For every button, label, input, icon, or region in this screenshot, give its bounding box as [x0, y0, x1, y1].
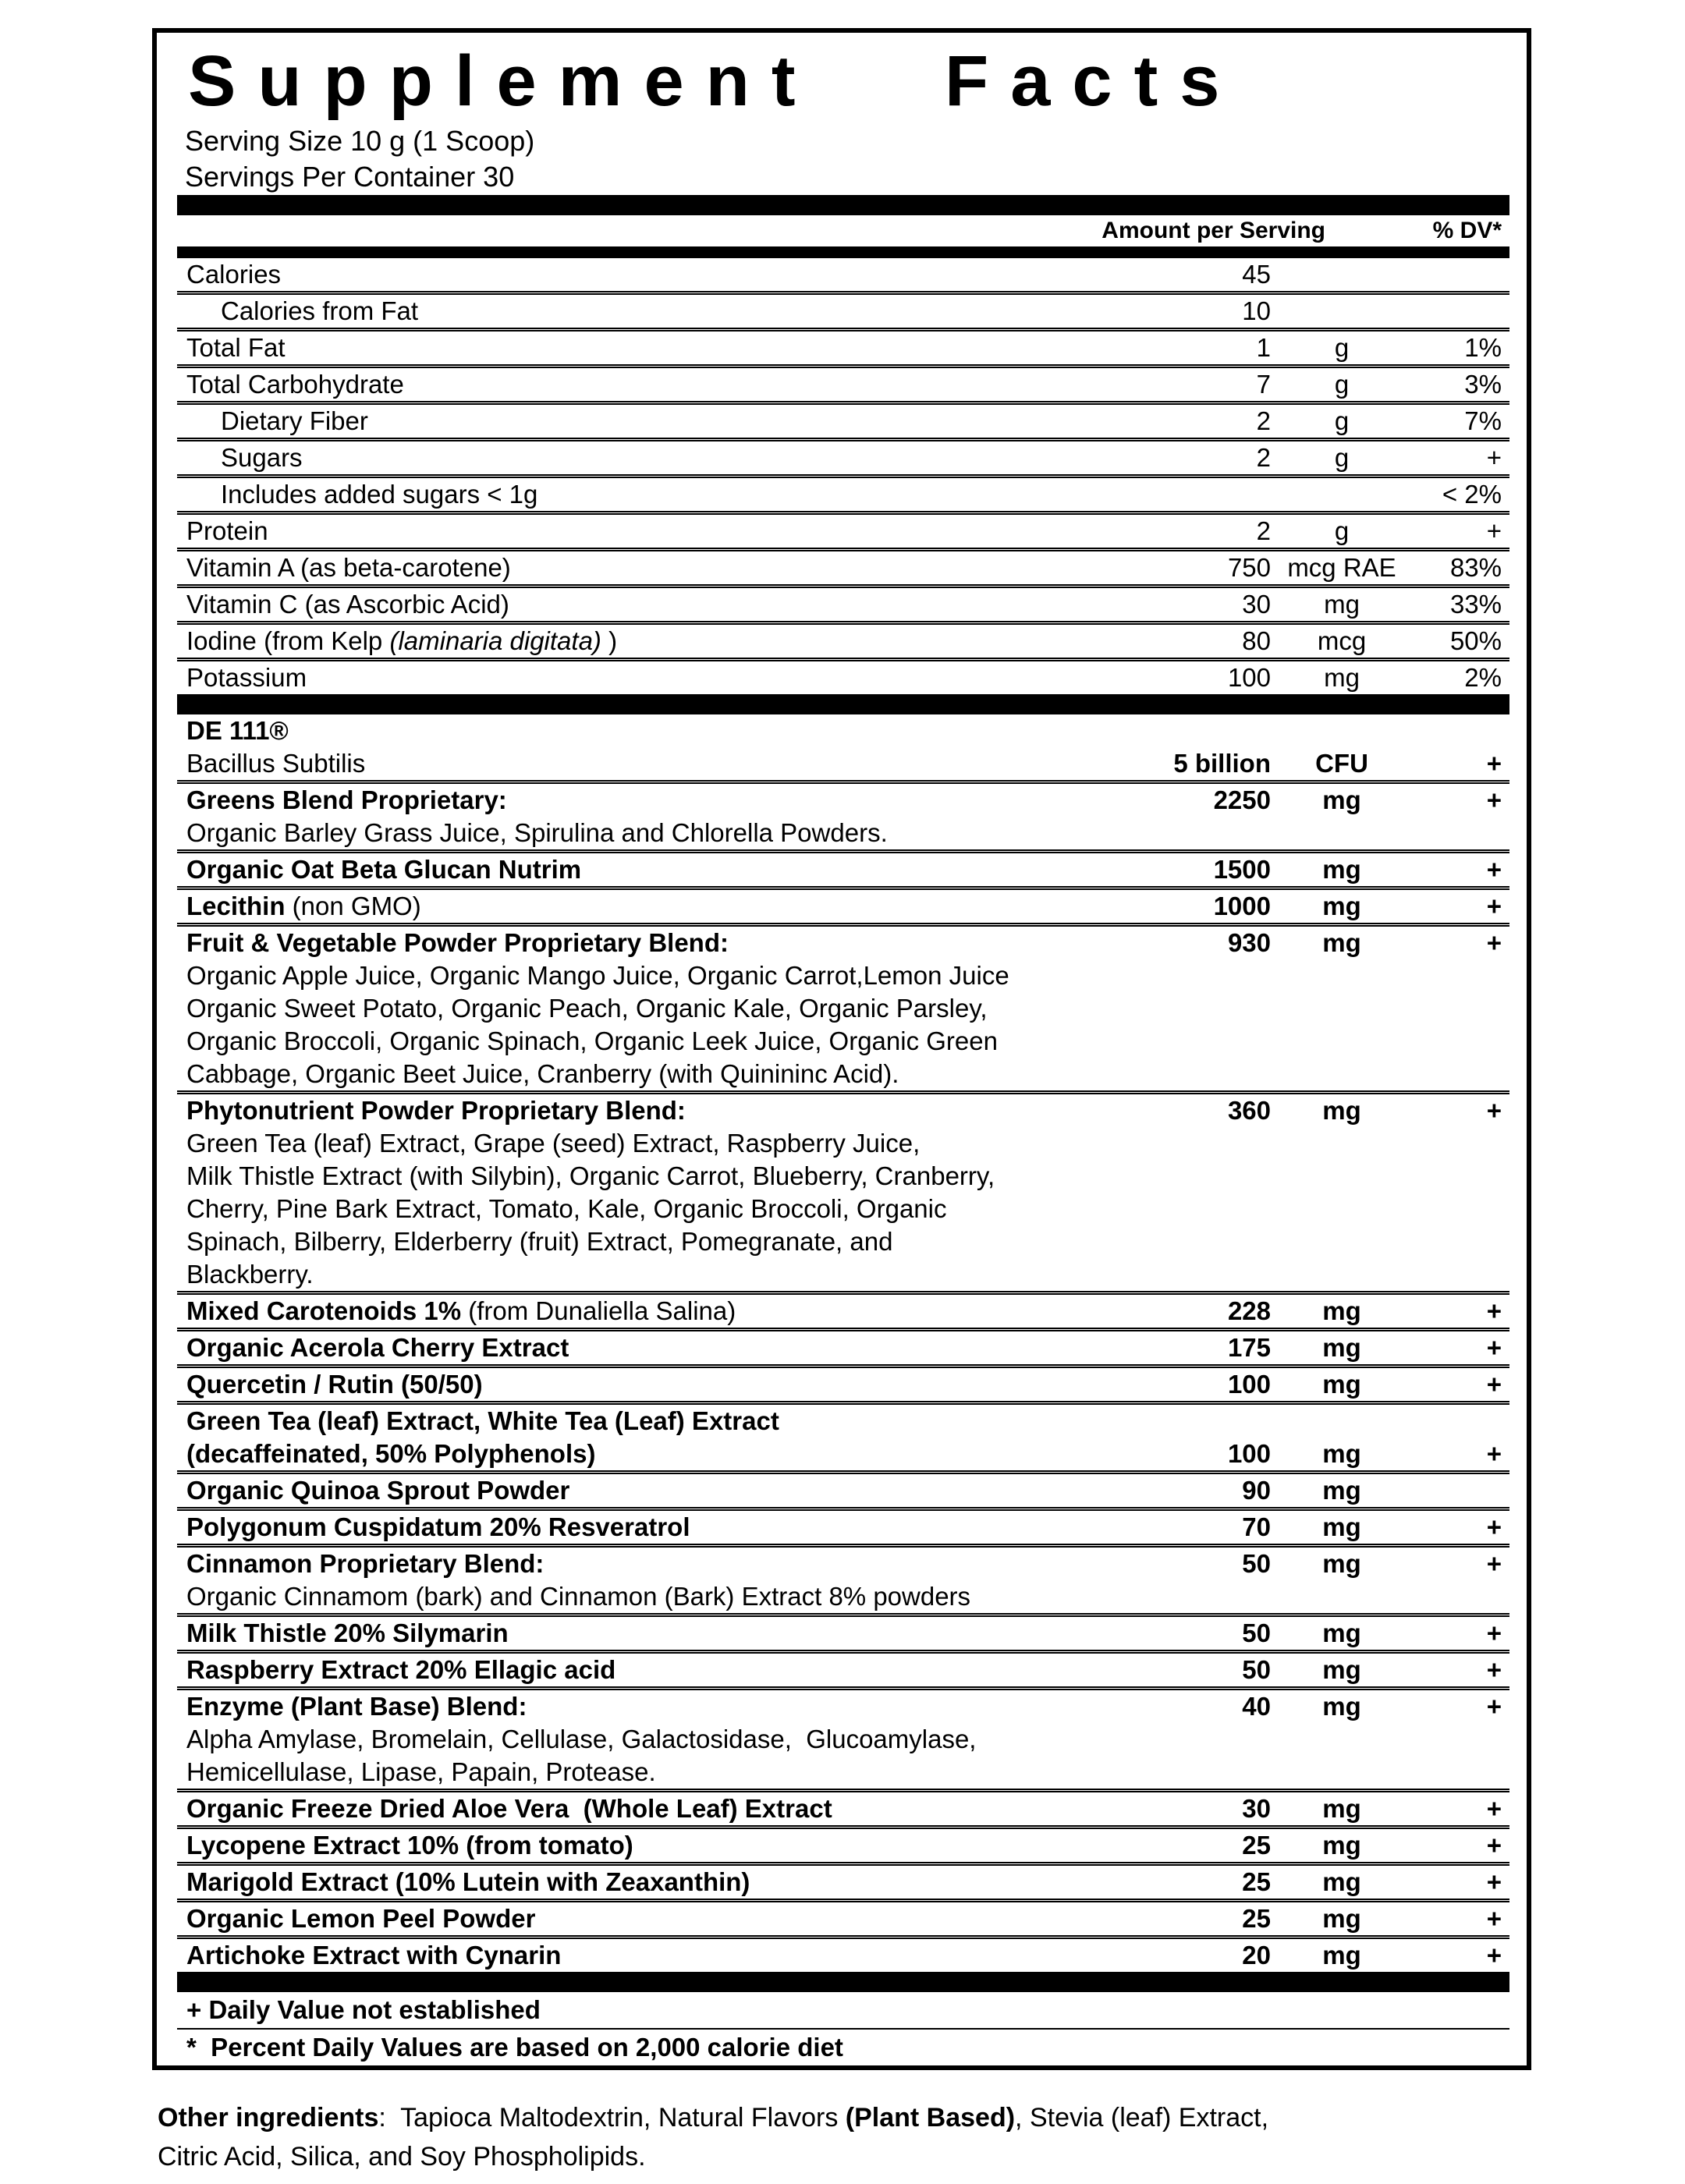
nutrient-name — [177, 441, 1151, 474]
other-ingredients-text-b: , Stevia (leaf) Extract, — [1015, 2103, 1269, 2133]
nutrient-name — [177, 1368, 1151, 1401]
nutrient-amount: 360 — [1227, 1096, 1271, 1125]
nutrient-unit: mg — [1322, 785, 1361, 814]
nutrient-unit: g — [1334, 333, 1350, 362]
nutrient-row — [177, 368, 1509, 405]
nutrient-row — [177, 405, 1509, 441]
nutrient-name-part: Vitamin C (as Ascorbic Acid) — [186, 590, 509, 619]
nutrient-name — [177, 1474, 1151, 1507]
nutrient-amount: 750 — [1227, 553, 1271, 582]
nutrient-unit: mg — [1322, 1941, 1361, 1970]
nutrient-unit: mg — [1324, 663, 1360, 692]
nutrient-row — [177, 853, 1509, 890]
nutrient-name-part: Polygonum Cuspidatum 20% Resveratrol — [186, 1512, 690, 1541]
nutrient-name-part: Organic Quinoa Sprout Powder — [186, 1476, 570, 1505]
nutrient-row — [177, 1295, 1509, 1331]
nutrient-name-part: (from Dunaliella Salina) — [461, 1296, 736, 1325]
nutrient-row — [177, 784, 1509, 817]
other-ingredients-line2: Citric Acid, Silica, and Soy Phospholipids. — [158, 2142, 646, 2172]
ingredient-description: Organic Apple Juice, Organic Mango Juice, Organic Carrot,Lemon Juice — [186, 961, 1009, 990]
nutrient-amount: 1500 — [1213, 855, 1271, 884]
serving-size-text: Serving Size 10 g (1 Scoop) — [185, 125, 535, 157]
nutrient-name — [177, 1331, 1151, 1364]
nutrient-name-part: Dietary Fiber — [221, 406, 368, 435]
nutrient-name-part: Organic Lemon Peel Powder — [186, 1904, 536, 1933]
nutrient-unit: mg — [1322, 1439, 1361, 1468]
nutrient-amount: 7 — [1256, 370, 1271, 399]
nutrient-name — [177, 1617, 1151, 1650]
nutrient-dv: + — [1486, 1941, 1502, 1970]
nutrient-unit: mg — [1322, 1549, 1361, 1578]
ingredient-description: Blackberry. — [177, 1258, 1509, 1295]
nutrient-name — [177, 478, 1151, 511]
other-ingredients-line1 — [158, 2098, 1562, 2137]
ingredient-description: Organic Broccoli, Organic Spinach, Organic Leek Juice, Organic Green — [186, 1026, 998, 1055]
footnote-percent-dv: * Percent Daily Values are based on 2,000 calorie diet — [186, 2033, 843, 2062]
other-ingredients — [158, 2098, 1562, 2176]
nutrient-amount: 100 — [1227, 1370, 1271, 1399]
nutrient-unit: mg — [1322, 1370, 1361, 1399]
nutrient-name-part: DE 111® — [186, 716, 289, 745]
column-header-row — [177, 215, 1509, 246]
nutrient-row — [177, 890, 1509, 927]
nutrient-amount: 80 — [1242, 626, 1271, 655]
nutrient-name — [177, 332, 1151, 364]
nutrient-name-part: Total Carbohydrate — [186, 370, 404, 399]
nutrient-name — [177, 551, 1151, 584]
nutrient-dv: + — [1486, 443, 1502, 472]
nutrient-row — [177, 478, 1509, 515]
nutrient-unit: mg — [1322, 1692, 1361, 1721]
nutrient-unit: g — [1334, 406, 1350, 435]
nutrient-name — [177, 1511, 1151, 1544]
ingredient-description: Organic Barley Grass Juice, Spirulina and Chlorella Powders. — [177, 817, 1509, 853]
header-divider-bar — [177, 246, 1509, 258]
nutrient-amount: 100 — [1227, 1439, 1271, 1468]
nutrient-amount: 40 — [1242, 1692, 1271, 1721]
nutrient-row — [177, 1792, 1509, 1829]
nutrient-amount: 2250 — [1213, 785, 1271, 814]
nutrient-name — [177, 714, 1151, 747]
nutrient-name-part: Enzyme (Plant Base) Blend: — [186, 1692, 527, 1721]
nutrient-unit: mg — [1322, 1867, 1361, 1896]
nutrient-dv: + — [1486, 855, 1502, 884]
nutrient-name — [177, 1690, 1151, 1723]
nutrient-dv: + — [1486, 928, 1502, 957]
nutrient-name — [177, 588, 1151, 621]
nutrient-name-part: Calories from Fat — [221, 296, 419, 325]
nutrient-name-part: Cinnamon Proprietary Blend: — [186, 1549, 545, 1578]
nutrient-rows — [177, 258, 1509, 1992]
nutrient-dv: + — [1486, 1794, 1502, 1823]
nutrient-dv: + — [1486, 1512, 1502, 1541]
nutrient-name-part: Mixed Carotenoids 1% — [186, 1296, 462, 1325]
nutrient-name-part: Green Tea (leaf) Extract, White Tea (Leaf) Extract — [186, 1406, 779, 1435]
ingredient-description: Cabbage, Organic Beet Juice, Cranberry (with Quinininc Acid). — [177, 1058, 1509, 1094]
other-ingredients-bold-part: (Plant Based) — [845, 2103, 1016, 2133]
ingredient-description: Milk Thistle Extract (with Silybin), Organic Carrot, Blueberry, Cranberry, — [186, 1161, 995, 1190]
nutrient-name — [177, 1654, 1151, 1686]
nutrient-name-part: Marigold Extract (10% Lutein with Zeaxanthin) — [186, 1867, 750, 1896]
ingredient-description: Alpha Amylase, Bromelain, Cellulase, Galactosidase, Glucoamylase, — [186, 1725, 977, 1753]
nutrient-dv: 2% — [1464, 663, 1502, 692]
nutrient-name — [177, 1792, 1151, 1825]
nutrient-row — [177, 551, 1509, 588]
nutrient-name — [177, 258, 1151, 291]
top-divider-bar — [177, 195, 1509, 215]
nutrient-row — [177, 1617, 1509, 1654]
nutrient-unit: mg — [1322, 892, 1361, 920]
nutrient-dv: < 2% — [1442, 480, 1502, 509]
nutrient-name — [177, 295, 1151, 328]
nutrient-amount: 930 — [1227, 928, 1271, 957]
nutrient-unit: mg — [1322, 1333, 1361, 1362]
nutrient-name-part: (laminaria digitata) — [389, 626, 601, 655]
nutrient-row — [177, 1548, 1509, 1580]
nutrient-name — [177, 625, 1151, 658]
nutrient-amount: 2 — [1256, 406, 1271, 435]
nutrient-amount: 50 — [1242, 1655, 1271, 1684]
nutrient-name-part: Raspberry Extract 20% Ellagic acid — [186, 1655, 616, 1684]
nutrient-unit: mg — [1322, 1096, 1361, 1125]
nutrient-name-part: Bacillus Subtilis — [186, 749, 366, 778]
nutrient-amount: 50 — [1242, 1549, 1271, 1578]
footnote-daily-value: + Daily Value not established — [177, 1992, 1509, 2030]
ingredient-description: Organic Sweet Potato, Organic Peach, Organic Kale, Organic Parsley, — [186, 994, 988, 1023]
nutrient-dv: + — [1486, 1370, 1502, 1399]
nutrient-dv: + — [1486, 1618, 1502, 1647]
nutrient-dv: + — [1486, 516, 1502, 545]
nutrient-name-part: Artichoke Extract with Cynarin — [186, 1941, 562, 1970]
nutrient-dv: 50% — [1449, 626, 1502, 655]
nutrient-name — [177, 1094, 1151, 1127]
nutrient-name-part: Includes added sugars < 1g — [221, 480, 538, 509]
nutrient-amount: 50 — [1242, 1618, 1271, 1647]
nutrient-dv: + — [1486, 1549, 1502, 1578]
other-ingredients-text-a: : Tapioca Maltodextrin, Natural Flavors — [378, 2103, 846, 2133]
nutrient-amount: 2 — [1256, 516, 1271, 545]
nutrient-amount: 5 billion — [1173, 749, 1271, 778]
nutrient-name — [177, 747, 1151, 780]
nutrient-amount: 228 — [1227, 1296, 1271, 1325]
nutrient-dv: 3% — [1464, 370, 1502, 399]
ingredient-description: Green Tea (leaf) Extract, Grape (seed) Extract, Raspberry Juice, — [186, 1129, 921, 1158]
nutrient-unit: mg — [1322, 928, 1361, 957]
nutrient-unit: mg — [1322, 855, 1361, 884]
nutrient-name — [177, 515, 1151, 548]
nutrient-row — [177, 1368, 1509, 1405]
nutrient-amount: 2 — [1256, 443, 1271, 472]
nutrient-amount: 25 — [1242, 1867, 1271, 1896]
nutrient-name-part: ) — [601, 626, 618, 655]
nutrient-name — [177, 405, 1151, 438]
nutrient-dv: + — [1486, 1867, 1502, 1896]
nutrient-unit: mg — [1322, 1831, 1361, 1860]
nutrient-row — [177, 1094, 1509, 1127]
nutrient-dv: 33% — [1449, 590, 1502, 619]
nutrient-name — [177, 784, 1151, 817]
nutrient-name-part: Milk Thistle 20% Silymarin — [186, 1618, 509, 1647]
nutrient-unit: mg — [1322, 1296, 1361, 1325]
nutrient-row — [177, 927, 1509, 959]
nutrient-name — [177, 1548, 1151, 1580]
nutrient-dv: + — [1486, 1096, 1502, 1125]
nutrient-name — [177, 1438, 1151, 1470]
nutrient-row — [177, 625, 1509, 661]
supplement-facts-label — [152, 28, 1531, 2070]
ingredient-description: Spinach, Bilberry, Elderberry (fruit) Extract, Pomegranate, and — [186, 1227, 893, 1256]
nutrient-dv: + — [1486, 1831, 1502, 1860]
nutrient-row — [177, 1866, 1509, 1902]
nutrient-name-part: Organic Acerola Cherry Extract — [186, 1333, 569, 1362]
nutrient-amount: 175 — [1227, 1333, 1271, 1362]
nutrient-unit: g — [1334, 443, 1350, 472]
nutrient-dv: + — [1486, 749, 1502, 778]
nutrient-unit: CFU — [1315, 749, 1368, 778]
nutrient-row — [177, 1474, 1509, 1511]
nutrient-row — [177, 747, 1509, 784]
nutrient-unit: mg — [1322, 1794, 1361, 1823]
nutrient-amount: 45 — [1242, 260, 1271, 289]
nutrient-dv: + — [1486, 892, 1502, 920]
nutrient-name — [177, 890, 1151, 923]
nutrient-amount: 1 — [1256, 333, 1271, 362]
nutrient-unit: mcg RAE — [1287, 553, 1396, 582]
nutrient-name-part: Lycopene Extract 10% (from tomato) — [186, 1831, 633, 1860]
nutrient-row — [177, 1829, 1509, 1866]
nutrient-unit: g — [1334, 370, 1350, 399]
nutrient-unit: mg — [1322, 1618, 1361, 1647]
nutrient-unit: mg — [1324, 590, 1360, 619]
nutrient-dv: 7% — [1464, 406, 1502, 435]
percent-dv-header: % DV* — [1432, 218, 1502, 243]
nutrient-row — [177, 714, 1509, 747]
nutrient-name-part: Protein — [186, 516, 268, 545]
nutrient-amount: 25 — [1242, 1831, 1271, 1860]
nutrient-name — [177, 661, 1151, 694]
nutrient-unit: mg — [1322, 1512, 1361, 1541]
nutrient-name-part: Lecithin — [186, 892, 286, 920]
nutrient-name-part: Greens Blend Proprietary: — [186, 785, 507, 814]
nutrient-name-part: Fruit & Vegetable Powder Proprietary Blend: — [186, 928, 729, 957]
nutrient-name-part: Vitamin A (as beta-carotene) — [186, 553, 511, 582]
nutrient-name-part: Phytonutrient Powder Proprietary Blend: — [186, 1096, 686, 1125]
nutrient-row — [177, 588, 1509, 625]
ingredient-description: Organic Cinnamom (bark) and Cinnamon (Bark) Extract 8% powders — [177, 1580, 1509, 1617]
nutrient-name — [177, 1829, 1151, 1862]
nutrient-row — [177, 1331, 1509, 1368]
nutrient-amount: 25 — [1242, 1904, 1271, 1933]
nutrient-name-part: Iodine (from Kelp — [186, 626, 390, 655]
nutrient-row — [177, 515, 1509, 551]
nutrient-amount: 90 — [1242, 1476, 1271, 1505]
nutrient-dv: 1% — [1464, 333, 1502, 362]
nutrient-dv: + — [1486, 1904, 1502, 1933]
nutrient-dv: + — [1486, 1655, 1502, 1684]
nutrient-unit: mcg — [1317, 626, 1367, 655]
nutrient-unit: mg — [1322, 1655, 1361, 1684]
nutrient-row — [177, 1438, 1509, 1474]
ingredient-description: Cherry, Pine Bark Extract, Tomato, Kale, Organic Broccoli, Organic — [186, 1194, 947, 1223]
nutrient-amount: 70 — [1242, 1512, 1271, 1541]
nutrient-row — [177, 1690, 1509, 1723]
nutrient-name-part: Calories — [186, 260, 282, 289]
other-ingredients-label: Other ingredients — [158, 2103, 379, 2133]
nutrient-name — [177, 1866, 1151, 1899]
servings-per-container-text: Servings Per Container 30 — [185, 161, 515, 193]
nutrient-name-part: Quercetin / Rutin (50/50) — [186, 1370, 483, 1399]
footnotes — [177, 1992, 1509, 2065]
nutrient-name — [177, 853, 1151, 886]
nutrient-name — [177, 368, 1151, 401]
nutrient-dv: + — [1486, 1333, 1502, 1362]
nutrient-row — [177, 1511, 1509, 1548]
label-title: Supplement Facts — [188, 41, 1242, 121]
nutrient-row — [177, 295, 1509, 332]
nutrient-unit: g — [1334, 516, 1350, 545]
nutrient-row — [177, 1654, 1509, 1690]
nutrient-amount: 10 — [1242, 296, 1271, 325]
nutrient-row — [177, 258, 1509, 295]
nutrient-name-part: Potassium — [186, 663, 307, 692]
nutrient-dv: + — [1486, 1692, 1502, 1721]
nutrient-dv: + — [1486, 785, 1502, 814]
nutrient-amount: 20 — [1242, 1941, 1271, 1970]
nutrient-amount: 100 — [1227, 663, 1271, 692]
nutrient-amount: 1000 — [1213, 892, 1271, 920]
nutrient-unit: mg — [1322, 1904, 1361, 1933]
section-divider-bar — [177, 694, 1509, 714]
nutrient-name — [177, 1902, 1151, 1935]
nutrient-row — [177, 1939, 1509, 1972]
nutrient-name-part: (decaffeinated, 50% Polyphenols) — [186, 1439, 596, 1468]
nutrient-row — [177, 441, 1509, 478]
section-divider-bar — [177, 1972, 1509, 1992]
nutrient-name — [177, 927, 1151, 959]
nutrient-dv: + — [1486, 1296, 1502, 1325]
nutrient-name — [177, 1405, 1151, 1438]
nutrient-name-part: Sugars — [221, 443, 303, 472]
nutrient-dv: + — [1486, 1439, 1502, 1468]
nutrient-name-part: Organic Oat Beta Glucan Nutrim — [186, 855, 582, 884]
nutrient-name-part: Total Fat — [186, 333, 286, 362]
nutrient-row — [177, 1902, 1509, 1939]
nutrient-row — [177, 332, 1509, 368]
nutrient-dv: 83% — [1449, 553, 1502, 582]
nutrient-name-part: (non GMO) — [285, 892, 421, 920]
nutrient-name — [177, 1939, 1151, 1972]
amount-per-serving-header: Amount per Serving — [1101, 218, 1325, 243]
nutrient-amount: 30 — [1242, 590, 1271, 619]
nutrient-unit: mg — [1322, 1476, 1361, 1505]
nutrient-name-part: Organic Freeze Dried Aloe Vera (Whole Leaf) Extract — [186, 1794, 832, 1823]
nutrient-amount: 30 — [1242, 1794, 1271, 1823]
ingredient-description: Hemicellulase, Lipase, Papain, Protease. — [177, 1756, 1509, 1792]
nutrient-name — [177, 1295, 1151, 1328]
nutrient-row — [177, 1405, 1509, 1438]
nutrient-row — [177, 661, 1509, 694]
